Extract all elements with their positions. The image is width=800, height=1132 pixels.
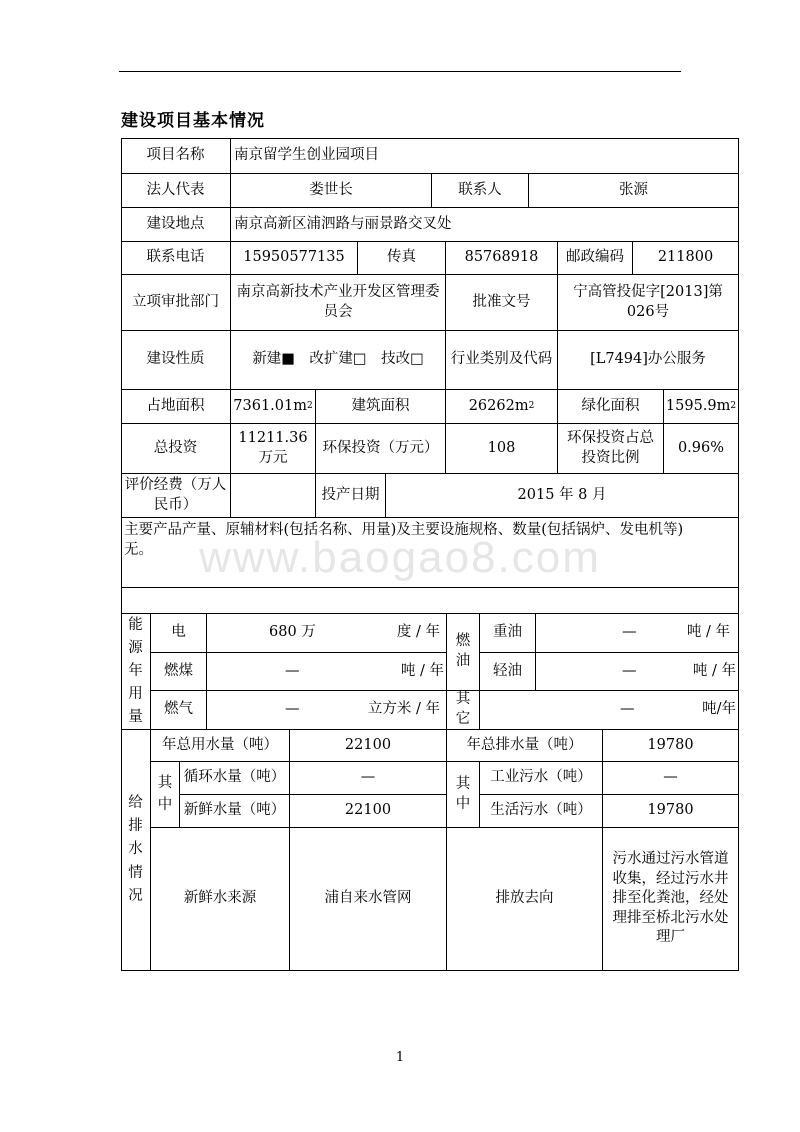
coal-label: 燃煤 — [151, 653, 207, 691]
electricity-label: 电 — [151, 614, 207, 653]
main-products-value: 无。 — [124, 541, 153, 558]
start-date-value: 2015 年 8 月 — [386, 474, 739, 518]
eval-fee-label: 评价经费（万人民币） — [121, 474, 231, 518]
light-oil-unit: 吨 / 年 — [692, 662, 736, 679]
discharge-label: 排放去向 — [447, 828, 603, 971]
green-area-label: 绿化面积 — [558, 390, 664, 424]
coal-value: — — [285, 662, 300, 679]
heavy-oil-value: — — [622, 624, 637, 641]
green-area-sup: 2 — [730, 401, 737, 412]
gas-cell — [207, 691, 447, 730]
total-water-use-value: 22100 — [290, 730, 447, 762]
water-source-value: 浦自来水管网 — [290, 828, 447, 971]
domestic-sewage-label: 生活污水（吨） — [480, 795, 603, 828]
other-value: — — [620, 701, 635, 718]
land-area-sup: 2 — [307, 401, 313, 412]
contact-value: 张源 — [529, 174, 739, 208]
phone-label: 联系电话 — [121, 242, 231, 275]
drain-among-label: 其中 — [447, 762, 480, 828]
env-investment-label: 环保投资（万元） — [316, 424, 446, 474]
electricity-value: 680 万 — [269, 624, 316, 641]
fuel-oil-label: 燃油 — [447, 614, 480, 691]
green-area-value: 1595.9m — [665, 397, 731, 414]
water-use-among-label: 其中 — [151, 762, 180, 828]
project-name-label: 项目名称 — [121, 138, 231, 174]
eval-fee-value — [231, 474, 316, 518]
domestic-sewage-value: 19780 — [603, 795, 739, 828]
building-area-label: 建筑面积 — [316, 390, 446, 424]
fresh-water-label: 新鲜水量（吨） — [180, 795, 290, 828]
industry-label: 行业类别及代码 — [446, 331, 558, 390]
approval-no-value: 宁高管投促字[2013]第026号 — [558, 275, 739, 331]
location-value: 南京高新区浦泗路与丽景路交叉处 — [231, 208, 739, 242]
coal-unit: 吨 / 年 — [400, 662, 444, 679]
electricity-cell — [207, 614, 447, 653]
page-title: 建设项目基本情况 — [121, 111, 265, 131]
other-unit: 吨/年 — [702, 701, 736, 718]
approval-dept-value: 南京高新技术产业开发区管理委员会 — [231, 275, 446, 331]
total-drain-label: 年总排水量（吨） — [447, 730, 603, 762]
total-water-use-label: 年总用水量（吨） — [151, 730, 290, 762]
fax-value: 85768918 — [446, 242, 558, 275]
total-investment-value: 11211.36万元 — [231, 424, 316, 474]
project-name-value: 南京留学生创业园项目 — [231, 138, 739, 174]
water-group-label: 给排水情况 — [121, 730, 151, 971]
light-oil-cell — [536, 653, 739, 691]
green-area-cell — [664, 390, 739, 424]
heavy-oil-unit: 吨 / 年 — [686, 624, 730, 641]
land-area-cell — [231, 390, 316, 424]
water-source-label: 新鲜水来源 — [151, 828, 290, 971]
industrial-sewage-value: — — [603, 762, 739, 795]
light-oil-label: 轻油 — [480, 653, 536, 691]
other-label: 其它 — [447, 691, 480, 730]
approval-no-label: 批准文号 — [446, 275, 558, 331]
heavy-oil-label: 重油 — [480, 614, 536, 653]
total-drain-value: 19780 — [603, 730, 739, 762]
gas-value: — — [285, 701, 300, 718]
building-area-sup: 2 — [528, 401, 535, 412]
postal-code-value: 211800 — [633, 242, 739, 275]
env-ratio-value: 0.96% — [664, 424, 739, 474]
env-investment-value: 108 — [446, 424, 558, 474]
approval-dept-label: 立项审批部门 — [121, 275, 231, 331]
building-area-value: 26262m — [468, 397, 529, 414]
phone-value: 15950577135 — [231, 242, 358, 275]
construction-nature-label: 建设性质 — [121, 331, 231, 390]
main-products-text: 主要产品产量、原辅材料(包括名称、用量)及主要设施规格、数量(包括锅炉、发电机等) — [124, 522, 684, 538]
page-number: 1 — [395, 1050, 405, 1065]
industry-value: [L7494]办公服务 — [558, 331, 739, 390]
legal-rep-label: 法人代表 — [121, 174, 231, 208]
recycle-water-label: 循环水量（吨） — [180, 762, 290, 795]
blank-row — [121, 588, 739, 614]
recycle-water-value: — — [290, 762, 447, 795]
coal-cell — [207, 653, 447, 691]
total-investment-label: 总投资 — [121, 424, 231, 474]
start-date-label: 投产日期 — [316, 474, 386, 518]
env-ratio-label: 环保投资占总投资比例 — [558, 424, 664, 474]
building-area-cell — [446, 390, 558, 424]
heavy-oil-cell — [536, 614, 739, 653]
fresh-water-value: 22100 — [290, 795, 447, 828]
watermark: www.baogao8.com — [199, 533, 601, 582]
construction-nature-value: 新建■ 改扩建□ 技改□ — [231, 331, 446, 390]
land-area-value: 7361.01m — [233, 397, 307, 414]
top-rule — [119, 71, 681, 72]
location-label: 建设地点 — [121, 208, 231, 242]
fax-label: 传真 — [358, 242, 446, 275]
electricity-unit: 度 / 年 — [396, 624, 440, 641]
legal-rep-value: 娄世长 — [231, 174, 432, 208]
gas-unit: 立方米 / 年 — [367, 701, 440, 718]
contact-label: 联系人 — [432, 174, 529, 208]
other-cell — [480, 691, 739, 730]
land-area-label: 占地面积 — [121, 390, 231, 424]
main-products-cell — [121, 518, 739, 588]
light-oil-value: — — [622, 662, 637, 679]
energy-group-label: 能源年用量 — [121, 614, 151, 730]
industrial-sewage-label: 工业污水（吨） — [480, 762, 603, 795]
discharge-value: 污水通过污水管道收集，经过污水井排至化粪池，经处理排至桥北污水处理厂 — [603, 828, 739, 971]
postal-code-label: 邮政编码 — [558, 242, 633, 275]
gas-label: 燃气 — [151, 691, 207, 730]
